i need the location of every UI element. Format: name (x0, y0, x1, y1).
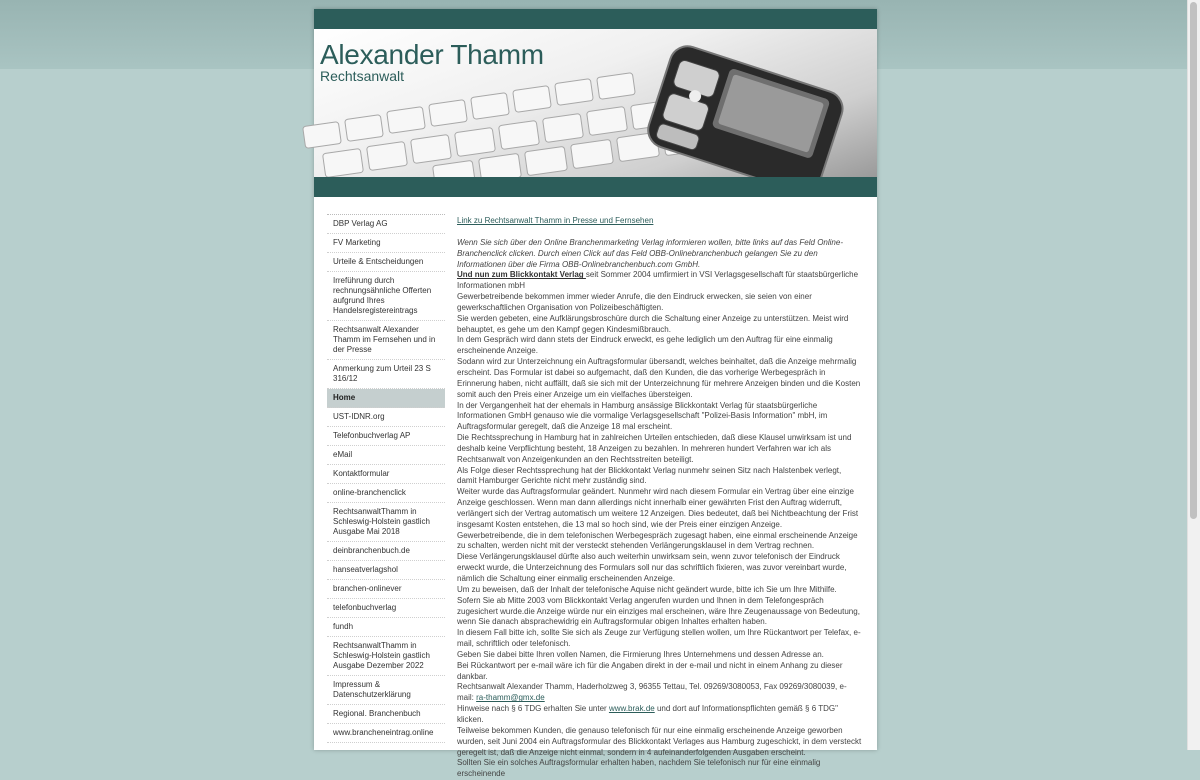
nav-item-ust-idnr[interactable]: UST-IDNR.org (327, 408, 445, 427)
body-paragraph: Gewerbetreibende, die in dem telefonischen Werbegespräch zugesagt haben, eine einmal erscheinende Anzeige zu schalten, werden nicht mit der versteckt stehenden Verlängerungsklausel in dem Vertrag rechnen. (457, 530, 858, 551)
tdg-paragraph (457, 704, 862, 726)
tdg-text-before: Hinweise nach § 6 TDG erhalten Sie unter (457, 704, 609, 714)
body-paragraph: Als Folge dieser Rechtssprechung hat der Blickkontakt Verlag nunmehr seinen Sitz nach Halstenbek verlegt, damit Hamburger Gerichte nicht mehr zuständig sind. (457, 465, 842, 486)
lead-heading: Und nun zum Blickkontakt Verlag (457, 270, 586, 280)
nav-item-dbp-verlag[interactable]: DBP Verlag AG (327, 215, 445, 234)
lead-paragraph (457, 270, 862, 292)
email-link[interactable]: ra-thamm@gmx.de (476, 693, 545, 703)
body-paragraph: Sofern Sie ab Mitte 2003 vom Blickkontakt Verlag angerufen wurden und Ihnen in dem Telefongespräch zugesichert wurde.die Anzeige würde nur ein einziges mal erscheinen, wäre Ihre Zeugenaussage von Bedeutung, wenn Sie danach absprachewidrig ein Auftragsformular obigen Inhaltes erhalten haben. (457, 595, 860, 627)
body-paragraph: Sodann wird zur Unterzeichnung ein Auftragsformular übersandt, welches beinhaltet, daß die Anzeige mehrmalig erscheint. Das Formular ist dabei so aufgemacht, daß den Kunden, die das vorherige Werbegespräch in Erinnerung haben, nicht auffällt, daß sie sich mit der Unterzeichnung für mehrere Anzeigen binden und die Kosten somit auch den Preis einer Anzeige um ein vielfaches übersteigen. (457, 357, 861, 399)
body-paragraph: Bei Rückantwort per e-mail wäre ich für die Angaben direkt in der e-mail und nicht in einem Anhang zu dieser dankbar. (457, 660, 843, 681)
scrollbar-thumb[interactable] (1190, 2, 1197, 519)
nav-item-email[interactable]: eMail (327, 446, 445, 465)
nav-item-impressum[interactable]: Impressum & Datenschutzerklärung (327, 676, 445, 705)
nav-item-brancheneintrag-online[interactable]: www.brancheneintrag.online (327, 724, 445, 743)
address-text: Rechtsanwalt Alexander Thamm, Haderholzweg 3, 96355 Tettau, Tel. 09269/3080053, Fax 09269/3080039, e-mail: (457, 682, 847, 703)
body-paragraph: In dem Gespräch wird dann stets der Eindruck erweckt, es gehe lediglich um den Auftrag für eine einmalig erscheinende Anzeige. (457, 335, 833, 356)
lead-text: seit Sommer 2004 umfirmiert in VSI Verlagsgesellschaft für staatsbürgerliche Informationen mbH (457, 270, 859, 291)
nav-item-fundh[interactable]: fundh (327, 618, 445, 637)
body-paragraph: Die Rechtssprechung in Hamburg hat in zahlreichen Urteilen entschieden, daß diese Klausel unwirksam ist und deshalb keine Verpflichtung besteht, 18 Anzeigen zu bezahlen. In mehreren hundert Verfahren war ich als Rechtsanwalt von Anzeigenkunden an den Rechtsstreiten beteiligt. (457, 433, 852, 464)
body-paragraph: Um zu beweisen, daß der Inhalt der telefonische Aquise nicht geändert wurde, bitte ich Sie um Ihre Mithilfe. (457, 584, 837, 594)
nav-item-fernsehen-presse[interactable]: Rechtsanwalt Alexander Thamm im Fernsehen und in der Presse (327, 321, 445, 360)
address-paragraph (457, 682, 862, 704)
nav-item-kontaktformular[interactable]: Kontaktformular (327, 465, 445, 484)
body-paragraph: Weiter wurde das Auftragsformular geändert. Nunmehr wird nach diesem Formular ein Vertrag über eine einzige Anzeige geschlossen. Wenn man dann allerdings nicht innerhalb einer gewährten Frist den Auftrag widerruft, verlängert sich der Vertrag automatisch um weitere 12 Anzeigen. Dies bedeutet, daß bei Nichtbeachtung der Frist insgesamt Kosten entstehen, die 13 mal so hoch sind, wie der Preis einer einzigen Anzeige. (457, 487, 859, 529)
nav-item-fv-marketing[interactable]: FV Marketing (327, 234, 445, 253)
nav-item-hanseatverlagshol[interactable]: hanseatverlagshol (327, 561, 445, 580)
site-title: Alexander Thamm (320, 39, 544, 70)
body-paragraph: In diesem Fall bitte ich, sollte Sie sich als Zeuge zur Verfügung stellen wollen, um Ihre Rückantwort per Telefax, e-mail, schriftlich oder telefonisch. (457, 628, 861, 649)
nav-item-gastlich-mai-2018[interactable]: RechtsanwaltThamm in Schleswig-Holstein gastlich Ausgabe Mai 2018 (327, 503, 445, 542)
nav-item-home[interactable]: Home (327, 389, 445, 408)
press-tv-link[interactable]: Link zu Rechtsanwalt Thamm in Presse und Fernsehen (457, 216, 654, 225)
nav-item-telefonbuchverlag-ap[interactable]: Telefonbuchverlag AP (327, 427, 445, 446)
body-paragraph: Gewerbetreibende bekommen immer wieder Anrufe, die den Eindruck erwecken, sie seien von einer gewerkschaftlichen Organisation von Polizeibeschäftigten. (457, 292, 812, 312)
brak-link[interactable]: www.brak.de (608, 704, 655, 714)
nav-item-irrefuehrung[interactable]: Irreführung durch rechnungsähnliche Offerten aufgrund Ihres Handelsregistereintrags (327, 272, 445, 321)
nav-item-urteile[interactable]: Urteile & Entscheidungen (327, 253, 445, 272)
site-subtitle: Rechtsanwalt (320, 68, 405, 84)
nav-item-regional-branchenbuch[interactable]: Regional. Branchenbuch (327, 705, 445, 724)
header-banner (314, 29, 877, 177)
body-paragraph: Teilweise bekommen Kunden, die genauso telefonisch für nur eine einmalig erscheinende Anzeige geworben wurden, seit Juni 2004 ein Auftragsformular des Blickkontakt Verlages aus Hamburg zugeschickt, in dem versteckt geregelt ist, daß die Anzeige nicht einmal, sondern in 4 aufeinanderfolgenden Ausgaben erscheint. (457, 725, 862, 757)
intro-paragraph: Wenn Sie sich über den Online Branchenmarketing Verlag informieren wollen, bitte links auf das Feld Online-Branchenclick clicken. Durch einen Click auf das Feld OBB-Onlinebranchenbuch gelangen Sie zu den Informationen über die Firma OBB-Onlinebranchenbuch.com GmbH. (457, 237, 843, 269)
body-paragraph: Diese Verlängerungsklausel dürfte also auch weiterhin unwirksam sein, wenn zuvor telefonisch der Eindruck erweckt wurde, die Unterzeichnung des Formulars soll nur das schriftlich fixieren, was zuvor vereinbart wurde, nämlich die Schaltung einer einmalig erscheinenden Anzeige. (457, 552, 847, 583)
nav-item-gastlich-dezember-2022[interactable]: RechtsanwaltThamm in Schleswig-Holstein gastlich Ausgabe Dezember 2022 (327, 637, 445, 676)
page-container (314, 9, 877, 779)
body-paragraph: In der Vergangenheit hat der ehemals in Hamburg ansässige Blickkontakt Verlag für staatsbürgerliche Informationen GmbH genauso wie die vormalige Verlagsgesellschaft "Polizei-Basis Information" mbH, im Auftragsformular geregelt, daß die Anzeige 18 mal erscheint. (457, 400, 828, 432)
vertical-scrollbar[interactable] (1187, 0, 1200, 750)
nav-item-telefonbuchverlag[interactable]: telefonbuchverlag (327, 599, 445, 618)
nav-item-online-branchenclick[interactable]: online-branchenclick (327, 484, 445, 503)
nav-item-anmerkung-urteil[interactable]: Anmerkung zum Urteil 23 S 316/12 (327, 360, 445, 389)
header-bottom-bar (314, 177, 877, 197)
body-paragraph: Sollten Sie ein solches Auftragsformular erhalten haben, nachdem Sie telefonisch nur für eine einmalig erscheinende (457, 758, 821, 779)
main-content (457, 216, 862, 780)
body-paragraph: Geben Sie dabei bitte Ihren vollen Namen, die Firmierung Ihres Unternehmens und dessen Adresse an. (457, 649, 824, 659)
sidebar-navigation (327, 214, 445, 743)
nav-item-branchen-onlinever[interactable]: branchen-onlinever (327, 580, 445, 599)
header-top-bar (314, 9, 877, 29)
body-paragraph: Sie werden gebeten, eine Aufklärungsbroschüre durch die Schaltung einer Anzeige zu unterstützen. Meist wird behauptet, es gehe um den Kampf gegen Kindesmißbrauch. (457, 313, 849, 334)
tdg-text-after: und dort auf Informationspflichten gemäß § 6 TDG" klicken. (457, 704, 838, 724)
nav-item-deinbranchenbuch[interactable]: deinbranchenbuch.de (327, 542, 445, 561)
